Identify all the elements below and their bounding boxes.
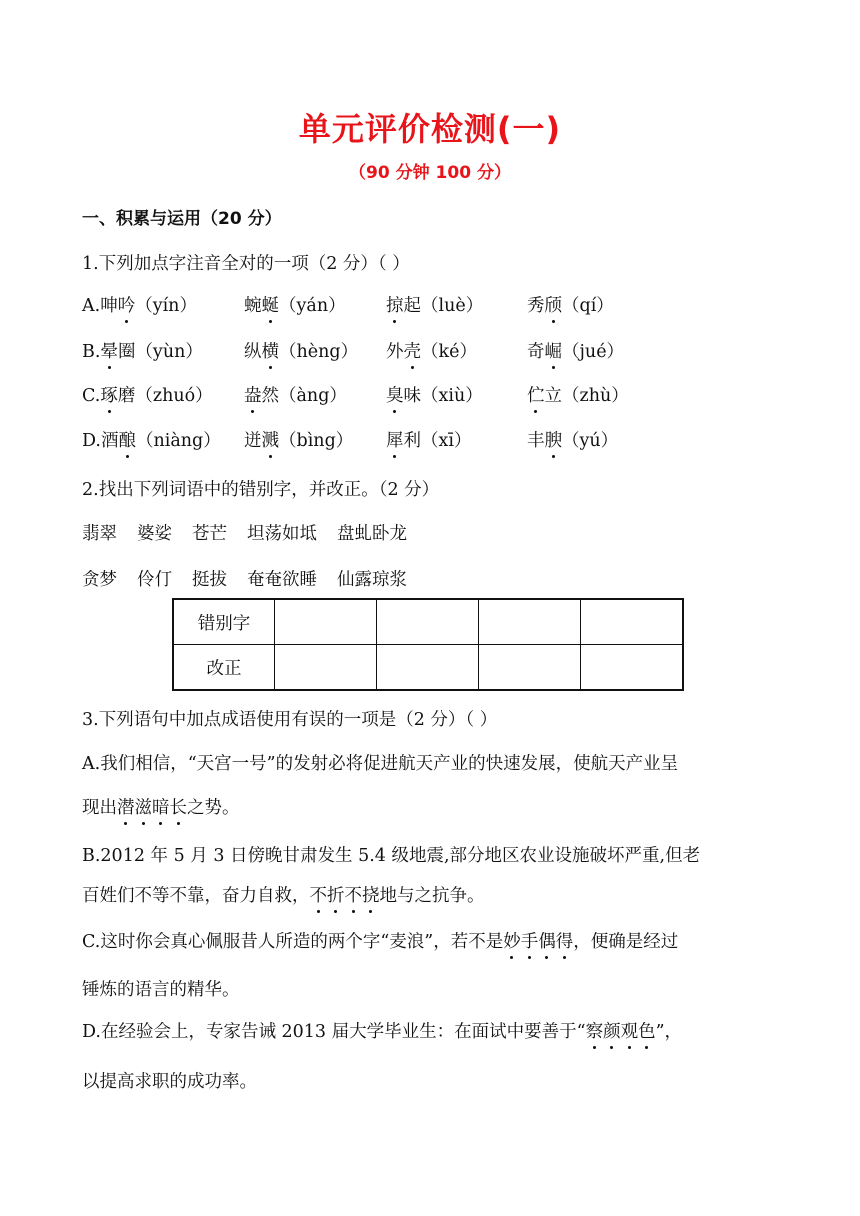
text-span: 呻 [100,296,118,316]
text-span: 现出 [82,798,117,818]
option-item [82,338,203,363]
table-cell[interactable] [581,599,684,645]
text-span: 地与之抗争。 [379,886,485,906]
dotted-char: 崛 [545,338,563,363]
table-row [173,599,683,645]
text-span: 味 [403,386,421,406]
text-span: 奇 [527,342,545,362]
table-cell[interactable] [479,645,581,691]
option-b-line1: B.2012 年 5 月 3 日傍晚甘肃发生 5.4 级地震,部分地区农业设施破坏严重,但老 [82,846,701,866]
option-a-line2 [82,794,240,819]
pinyin: （bìng） [279,431,354,451]
option-a-line1: A.我们相信，“天宫一号”的发射必将促进航天产业的快速发展，使航天产业呈 [82,754,679,774]
dotted-char: 察 [586,1018,604,1043]
dotted-char: 伫 [527,382,545,407]
option-item [386,338,477,363]
dotted-char: 色 [638,1018,656,1043]
option-c-line2: 锤炼的语言的精华。 [82,980,240,1000]
pinyin: （xī） [421,431,472,451]
dotted-idiom [503,932,573,952]
question-2-words-line2 [82,566,427,591]
pinyin: （luè） [421,296,484,316]
option-item [386,382,483,407]
text-span: 起 [403,296,421,316]
text-span: 立 [544,386,562,406]
word-item: 仙露琼浆 [337,570,407,590]
dotted-char: 横 [262,338,280,363]
option-b-line2 [82,882,485,907]
question-2-stem: 2.找出下列词语中的错别字，并改正。（2 分） [82,480,440,500]
table-cell[interactable] [479,599,581,645]
dotted-char: 颀 [545,292,563,317]
dotted-char: 腴 [545,427,563,452]
dotted-char: 滋 [135,794,153,819]
option-item [386,427,471,452]
word-item: 贪梦 [82,570,117,590]
word-item: 坦荡如坻 [247,524,317,544]
option-item [82,382,213,407]
pinyin: （xiù） [421,386,483,406]
text-span: 秀 [527,296,545,316]
dotted-char: 不 [310,882,328,907]
dotted-char: 颜 [603,1018,621,1043]
dotted-char: 偶 [538,928,556,953]
option-item [527,382,629,407]
word-item: 奄奄欲睡 [247,570,317,590]
option-item [244,382,347,407]
word-item: 伶仃 [137,570,172,590]
dotted-char: 盎 [244,382,262,407]
dotted-char: 暗 [152,794,170,819]
text-span: 圈 [117,342,136,362]
text-span: 百姓们不等不靠，奋力自救， [82,886,310,906]
text-span: 之势。 [187,798,240,818]
text-span: 外 [386,342,404,362]
dotted-char: 妙 [503,928,521,953]
option-d-line1 [82,1018,682,1043]
text-span: 纵 [244,342,262,362]
dotted-char: 犀 [386,427,404,452]
word-item: 盘虬卧龙 [337,524,407,544]
section-heading: 一、积累与运用（20 分） [82,209,282,229]
dotted-char: 臭 [386,382,404,407]
dotted-char: 观 [621,1018,639,1043]
dotted-char: 掠 [386,292,404,317]
option-item [82,292,197,317]
option-item [527,427,618,452]
table-header-wrong-char: 错别字 [173,599,275,645]
dotted-char: 琢 [100,382,118,407]
pinyin: （yùn） [135,342,203,362]
dotted-char: 手 [521,928,539,953]
pinyin: （zhuó） [135,386,213,406]
option-c-line1 [82,928,678,953]
table-row [173,645,683,691]
table-header-correction: 改正 [173,645,275,691]
text-span: 酒 [100,431,119,451]
question-2-words-line1 [82,520,427,545]
pinyin: （àng） [279,386,347,406]
dotted-idiom [117,798,187,818]
pinyin: （yín） [135,296,197,316]
pinyin: （ké） [421,342,477,362]
table-cell[interactable] [377,645,479,691]
option-label: D. [82,431,101,451]
option-label: C. [82,386,101,406]
word-item: 翡翠 [82,524,117,544]
option-label: A. [82,296,101,316]
pinyin: （yán） [279,296,346,316]
pinyin: （yú） [562,431,619,451]
word-item: 挺拔 [192,570,227,590]
page-subtitle: （90 分钟 100 分） [349,163,511,183]
pinyin: （hèng） [279,342,359,362]
text-span: ”， [655,1022,683,1042]
table-cell[interactable] [275,645,377,691]
option-label: B. [82,342,101,362]
pinyin: （jué） [562,342,625,362]
dotted-char: 吟 [118,292,136,317]
dotted-char: 酿 [118,427,136,452]
dotted-char: 折 [327,882,345,907]
dotted-char: 晕 [100,338,118,363]
dotted-char: 壳 [404,338,422,363]
option-item [244,427,353,452]
dotted-char: 长 [170,794,188,819]
text-span: 蜿 [244,296,262,316]
page-title: 单元评价检测(一) [298,110,562,148]
text-span: D.在经验会上，专家告诫 2013 届大学毕业生：在面试中要善于“ [82,1022,586,1042]
word-item: 婆娑 [137,524,172,544]
pinyin: （qí） [562,296,614,316]
option-item [244,338,358,363]
pinyin: （niàng） [135,431,221,451]
dotted-char: 溅 [262,427,280,452]
table-cell[interactable] [581,645,684,691]
option-d-line2: 以提高求职的成功率。 [82,1072,257,1092]
option-item [244,292,346,317]
pinyin: （zhù） [562,386,629,406]
text-span: 迸 [244,431,262,451]
text-span: 利 [403,431,421,451]
option-item [527,338,624,363]
table-cell[interactable] [377,599,479,645]
correction-table [172,598,684,691]
option-item [386,292,483,317]
dotted-char: 挠 [362,882,380,907]
text-span: 磨 [117,386,136,406]
dotted-char: 得 [556,928,574,953]
option-item [82,427,221,452]
text-span: ，便确是经过 [573,932,679,952]
dotted-idiom [310,886,380,906]
dotted-char: 不 [345,882,363,907]
dotted-char: 蜒 [262,292,280,317]
text-span: 丰 [527,431,545,451]
question-1-stem: 1.下列加点字注音全对的一项（2 分）（ ） [82,254,410,274]
text-span: C.这时你会真心佩服昔人所造的两个字“麦浪”，若不是 [82,932,504,952]
word-item: 苍芒 [192,524,227,544]
dotted-char: 潜 [117,794,135,819]
dotted-idiom [586,1022,656,1042]
option-item [527,292,614,317]
table-cell[interactable] [275,599,377,645]
question-3-stem: 3.下列语句中加点成语使用有误的一项是（2 分）（ ） [82,710,498,730]
text-span: 然 [261,386,279,406]
